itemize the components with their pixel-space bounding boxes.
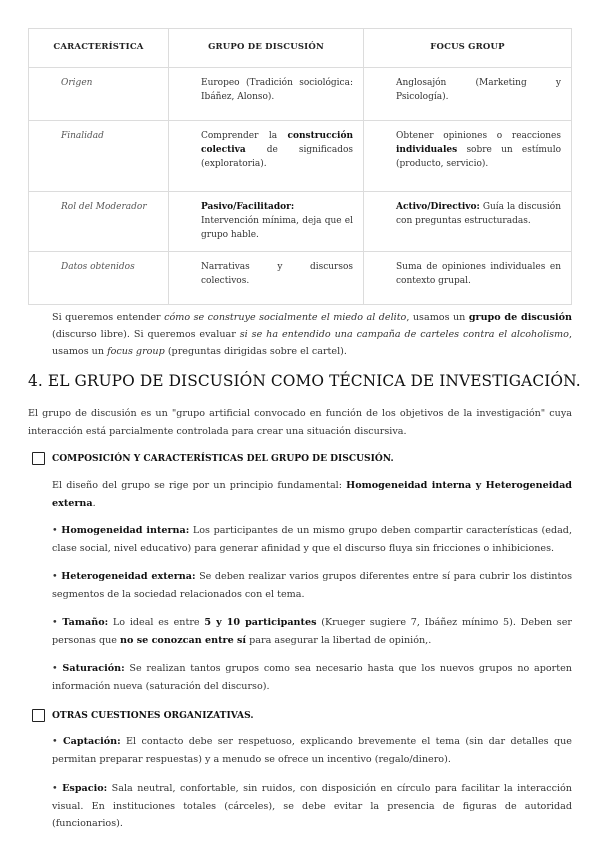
section-organizativas [32, 709, 254, 722]
row-label: Origen [29, 68, 169, 121]
bullet-saturacion: • Saturación: Se realizan tantos grupos como sea necesario hasta que los nuevos grupos no aporten información nueva (saturación del discurso). [52, 663, 572, 692]
table-cell: Narrativas y discursos colectivos. [169, 251, 364, 304]
table-row [29, 192, 572, 252]
example-note: Si queremos entender cómo se construye socialmente el miedo al delito, usamos un grupo de discusión (discurso libre). Si queremos evaluar si se ha entendido una campaña de carteles contra el alcoholismo, usamos un focus group (preguntas dirigidas sobre el cartel). [52, 312, 572, 358]
bullet-espacio: • Espacio: Sala neutral, confortable, sin ruidos, con disposición en círculo para facilitar la interacción visual. En instituciones totales (cárceles), se debe evitar la presencia de figuras de autoridad (funcionarios). [52, 783, 572, 830]
table-cell: Anglosajón (Marketing y Psicología). [364, 68, 572, 121]
section-title: OTRAS CUESTIONES ORGANIZATIVAS. [52, 710, 254, 721]
comparison-table [28, 28, 572, 305]
row-label: Rol del Moderador [29, 192, 169, 252]
table-header: CARACTERÍSTICA [29, 29, 169, 68]
section-title: COMPOSICIÓN Y CARACTERÍSTICAS DEL GRUPO DE DISCUSIÓN. [52, 453, 394, 464]
row-label: Datos obtenidos [29, 251, 169, 304]
section-composition [32, 452, 394, 465]
table-cell: Europeo (Tradición sociológica: Ibáñez, Alonso). [169, 68, 364, 121]
bullet-homogeneidad: • Homogeneidad interna: Los participantes de un mismo grupo deben compartir características (edad, clase social, nivel educativo) para generar afinidad y que el discurso fluya sin fricciones o inhibiciones. [52, 525, 572, 554]
table-cell: Comprender la construcción colectiva de significados (exploratoria). [169, 121, 364, 192]
paragraph-principle: El diseño del grupo se rige por un principio fundamental: Homogeneidad interna y Heterogeneidad externa. [52, 480, 572, 509]
row-label: Finalidad [29, 121, 169, 192]
bullet-tamano: • Tamaño: Lo ideal es entre 5 y 10 participantes (Krueger sugiere 7, Ibáñez mínimo 5). Deben ser personas que no se conozcan entre sí para asegurar la libertad de opinión,. [52, 617, 572, 646]
bullet-captacion: • Captación: El contacto debe ser respetuoso, explicando brevemente el tema (sin dar detalles que permitan preparar respuestas) y a menudo se ofrece un incentivo (regalo/dinero). [52, 736, 572, 765]
intro-paragraph: El grupo de discusión es un "grupo artificial convocado en función de los objetivos de la investigación" cuya interacción está parcialmente controlada para crear una situación discursiva. [28, 408, 572, 437]
table-cell: Activo/Directivo: Guía la discusión con preguntas estructuradas. [364, 192, 572, 252]
table-header-row [29, 29, 572, 68]
checkbox-icon[interactable] [32, 452, 45, 465]
table-header: FOCUS GROUP [364, 29, 572, 68]
table-header: GRUPO DE DISCUSIÓN [169, 29, 364, 68]
table-cell: Suma de opiniones individuales en contexto grupal. [364, 251, 572, 304]
section-heading: 4. EL GRUPO DE DISCUSIÓN COMO TÉCNICA DE INVESTIGACIÓN. [28, 372, 581, 390]
table-row [29, 251, 572, 304]
table-cell: Obtener opiniones o reacciones individuales sobre un estímulo (producto, servicio). [364, 121, 572, 192]
table-row [29, 68, 572, 121]
table-row [29, 121, 572, 192]
bullet-heterogeneidad: • Heterogeneidad externa: Se deben realizar varios grupos diferentes entre sí para cubrir los distintos segmentos de la sociedad relacionados con el tema. [52, 571, 572, 600]
checkbox-icon[interactable] [32, 709, 45, 722]
table-cell: Pasivo/Facilitador: Intervención mínima, deja que el grupo hable. [169, 192, 364, 252]
